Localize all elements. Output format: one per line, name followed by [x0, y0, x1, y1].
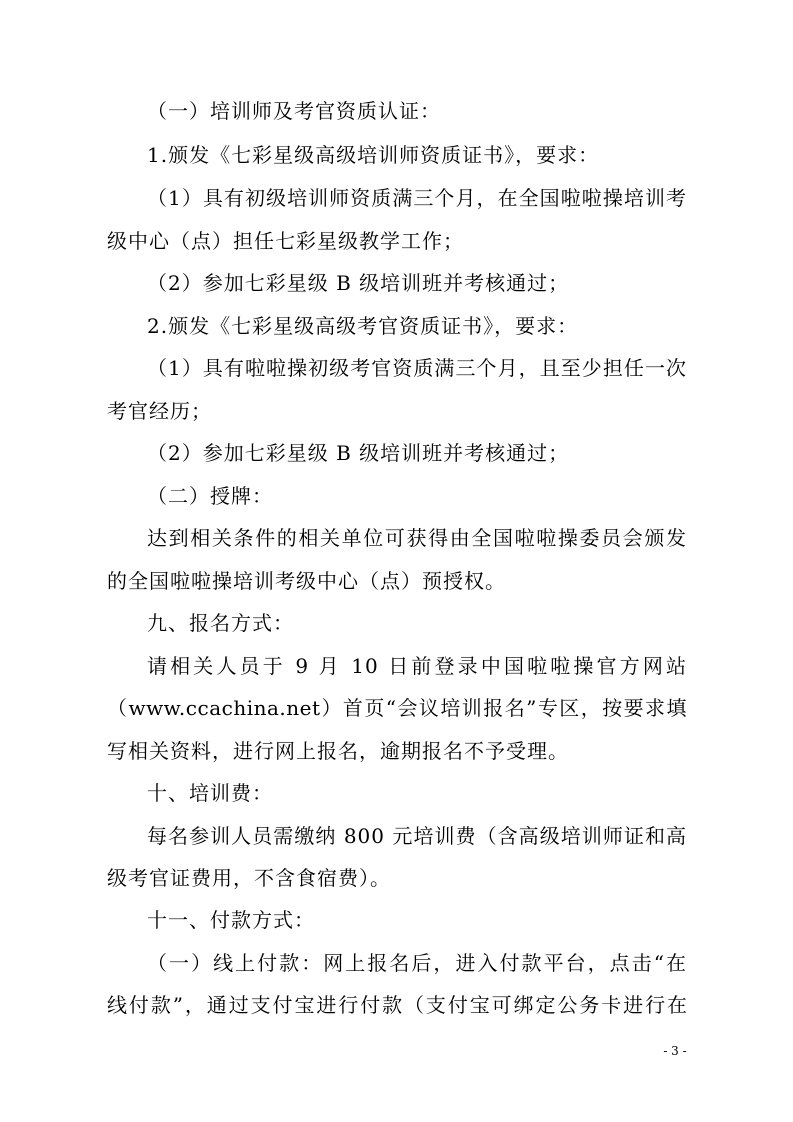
section-heading-registration: 九、报名方式：: [147, 611, 294, 635]
payment-online-line1: （一）线上付款：网上报名后，进入付款平台，点击“在: [147, 951, 687, 975]
item-senior-trainer-certificate: 1.颁发《七彩星级高级培训师资质证书》，要求：: [147, 143, 600, 167]
requirement-examiner-2: （2）参加七彩星级 B 级培训班并考核通过；: [147, 441, 570, 465]
page-number: - 3 -: [663, 1044, 687, 1058]
requirement-trainer-2: （2）参加七彩星级 B 级培训班并考核通过；: [147, 271, 570, 295]
registration-paragraph-line3: 写相关资料，进行网上报名，逾期报名不予受理。: [107, 739, 569, 763]
section-heading-authorization: （二）授牌：: [147, 484, 273, 508]
training-fee-paragraph-line2: 级考官证费用，不含食宿费）。: [107, 866, 391, 890]
requirement-trainer-1-line2: 级中心（点）担任七彩星级教学工作；: [107, 229, 464, 253]
section-heading-payment-method: 十一、付款方式：: [147, 908, 315, 932]
registration-paragraph-line2: （www.ccachina.net）首页“会议培训报名”专区，按要求填: [107, 696, 687, 720]
requirement-examiner-1-line1: （1）具有啦啦操初级考官资质满三个月，且至少担任一次: [147, 356, 687, 380]
training-fee-paragraph-line1: 每名参训人员需缴纳 800 元培训费（含高级培训师证和高: [147, 824, 687, 848]
section-heading-training-fee: 十、培训费：: [147, 781, 273, 805]
item-senior-examiner-certificate: 2.颁发《七彩星级高级考官资质证书》，要求：: [147, 314, 579, 338]
requirement-trainer-1-line1: （1）具有初级培训师资质满三个月，在全国啦啦操培训考: [147, 186, 687, 210]
payment-online-line2: 线付款”，通过支付宝进行付款（支付宝可绑定公务卡进行在: [107, 993, 687, 1017]
registration-paragraph-line1: 请相关人员于 9 月 10 日前登录中国啦啦操官方网站: [147, 654, 687, 678]
requirement-examiner-1-line2: 考官经历；: [107, 399, 212, 423]
section-heading-qualification-certification: （一）培训师及考官资质认证：: [147, 99, 441, 123]
authorization-paragraph-line2: 的全国啦啦操培训考级中心（点）预授权。: [107, 569, 506, 593]
authorization-paragraph-line1: 达到相关条件的相关单位可获得由全国啦啦操委员会颁发: [147, 526, 687, 550]
